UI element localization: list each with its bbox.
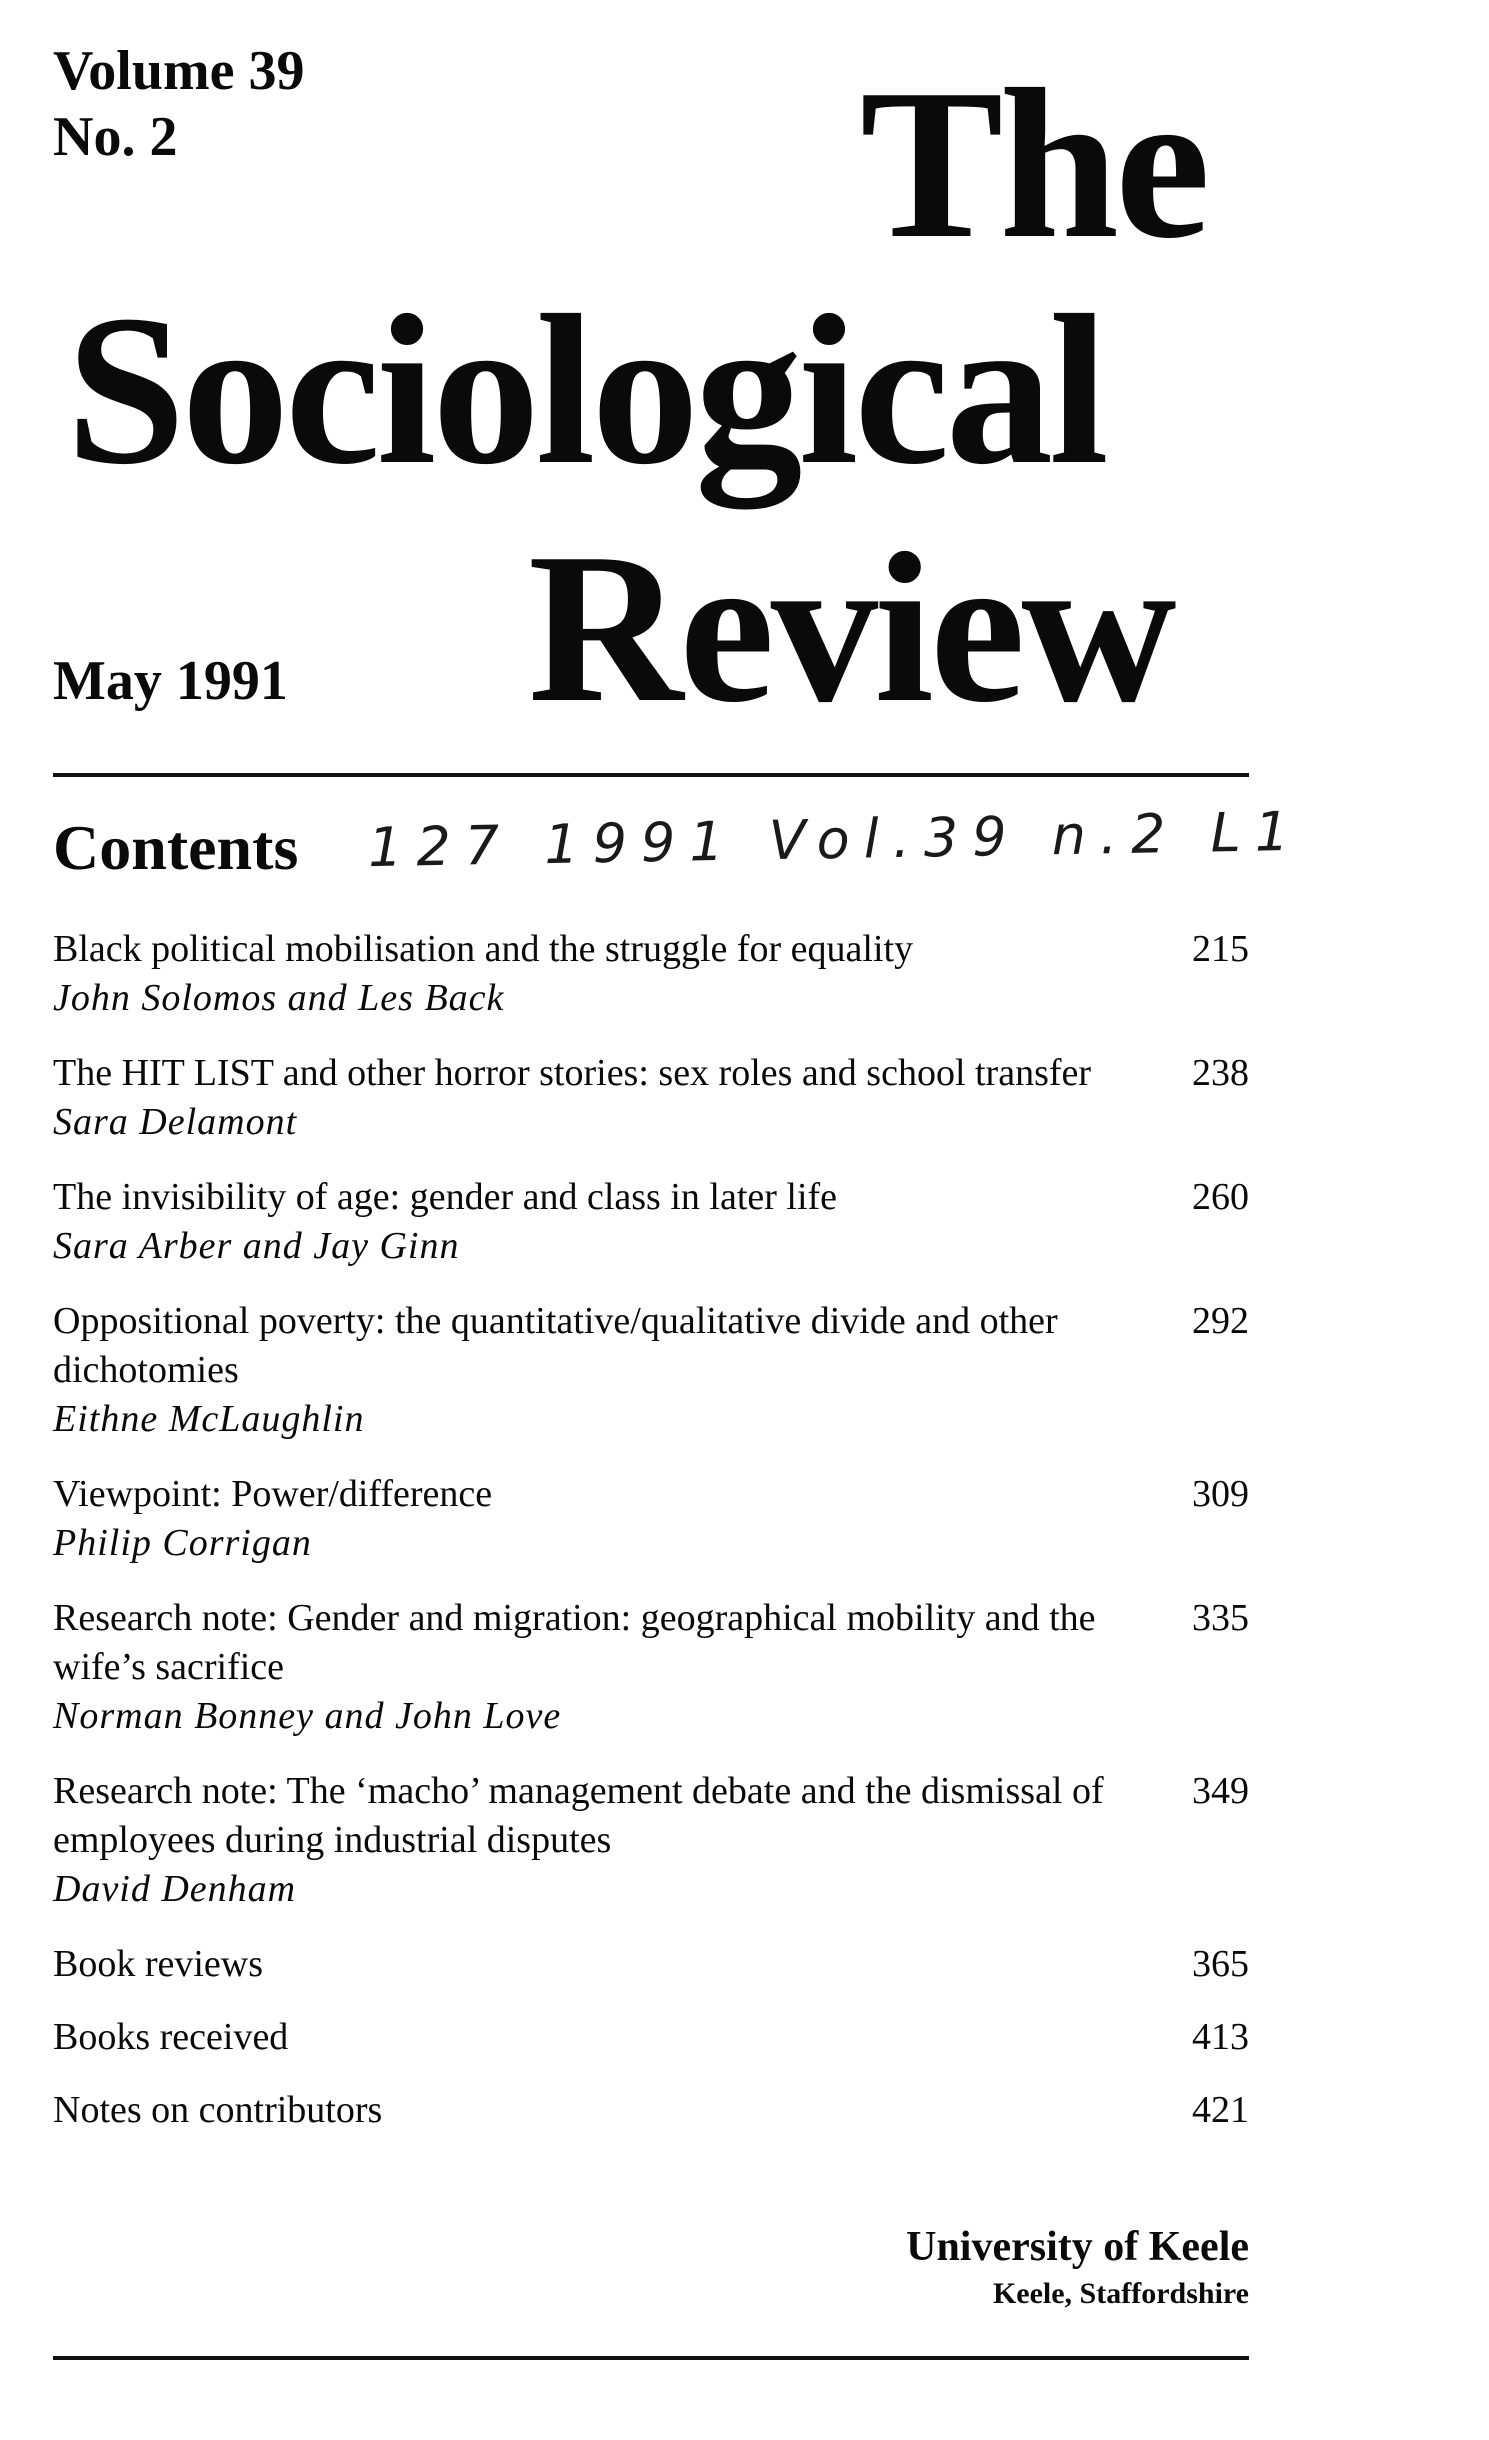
toc-entry-page: 413 (1192, 2016, 1249, 2058)
toc-entry[interactable] (53, 1049, 1249, 1147)
toc-entry-author: Philip Corrigan (53, 1522, 312, 1564)
volume-label: Volume 39 (53, 40, 305, 102)
journal-title-sociological: Sociological (66, 270, 1105, 509)
toc-entry-author: Norman Bonney and John Love (53, 1695, 562, 1737)
toc-entry-title: Notes on contributors (53, 2089, 383, 2131)
publisher-location: Keele, Staffordshire (992, 2277, 1249, 2310)
toc-entry-title: Book reviews (53, 1943, 264, 1985)
toc-entry-title: Books received (53, 2016, 289, 2058)
toc-entry-page: 215 (1192, 928, 1249, 970)
toc-entry-author: John Solomos and Les Back (53, 977, 505, 1019)
journal-title-review: Review (528, 508, 1173, 747)
publisher-name: University of Keele (906, 2224, 1249, 2270)
issue-label: No. 2 (53, 106, 178, 168)
volume-issue-block (53, 38, 305, 170)
toc-entry[interactable] (53, 1297, 1249, 1444)
handwritten-annotation: 127 1991 Vol.39 n.2 L1 (367, 799, 1304, 880)
toc-entry-page: 335 (1192, 1597, 1249, 1639)
journal-title-the: The (860, 44, 1207, 283)
contents-heading: Contents (53, 812, 299, 883)
toc-entry-page: 292 (1192, 1300, 1249, 1342)
toc-entry[interactable] (53, 1470, 1249, 1568)
toc-entry-page: 238 (1192, 1052, 1249, 1094)
top-divider (53, 773, 1249, 777)
toc-entry-title: Black political mobilisation and the struggle for equality (53, 928, 914, 970)
toc-entry-page: 421 (1192, 2089, 1249, 2131)
toc-entry-page: 309 (1192, 1473, 1249, 1515)
toc-entry-page: 260 (1192, 1176, 1249, 1218)
toc-entry[interactable] (53, 1594, 1249, 1741)
toc-entry-author: Sara Delamont (53, 1101, 298, 1143)
publisher-block (906, 2220, 1249, 2314)
toc-entry[interactable] (53, 2013, 1249, 2062)
toc-entry[interactable] (53, 1173, 1249, 1271)
bottom-divider (53, 2356, 1249, 2360)
toc-entry-title: Viewpoint: Power/difference (53, 1473, 493, 1515)
toc-entry-title: The invisibility of age: gender and class in later life (53, 1176, 838, 1218)
toc-entry[interactable] (53, 925, 1249, 1023)
toc-entry-title: Research note: The ‘macho’ management debate and the dismissal of employees during industrial disputes (53, 1770, 1104, 1861)
toc-entry-author: David Denham (53, 1868, 297, 1910)
issue-date: May 1991 (53, 650, 288, 712)
toc-entry-page: 349 (1192, 1770, 1249, 1812)
toc-entry-page: 365 (1192, 1943, 1249, 1985)
toc-entry[interactable] (53, 2086, 1249, 2135)
toc-entry[interactable] (53, 1767, 1249, 1914)
table-of-contents (53, 925, 1249, 2135)
toc-entry-author: Sara Arber and Jay Ginn (53, 1225, 460, 1267)
toc-entry-author: Eithne McLaughlin (53, 1398, 365, 1440)
toc-entry-title: Research note: Gender and migration: geographical mobility and the wife’s sacrifice (53, 1597, 1096, 1688)
toc-entry-title: The HIT LIST and other horror stories: sex roles and school transfer (53, 1052, 1092, 1094)
toc-entry-title: Oppositional poverty: the quantitative/qualitative divide and other dichotomies (53, 1300, 1058, 1391)
toc-entry[interactable] (53, 1940, 1249, 1989)
